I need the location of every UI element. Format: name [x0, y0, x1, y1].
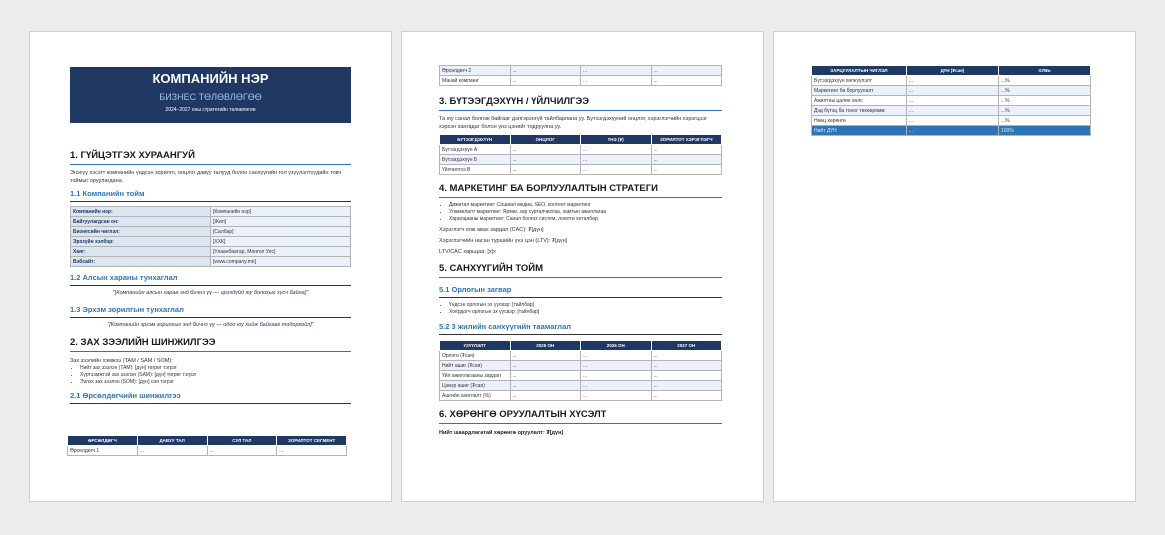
table-row [71, 217, 351, 227]
table-cell: [Компанийн нэр] [211, 207, 351, 217]
table-cell: ... [906, 96, 998, 106]
list-item: • Үндсэн орлогын эх үүсвэр: [тайлбар] [449, 302, 722, 309]
column-header: ЗОРИЛТОТ ХЭРЭГЛЭГЧ [651, 135, 722, 145]
table-cell: Вэбсайт: [71, 257, 211, 267]
table-cell: Үйл ажиллагааны зардал [440, 371, 511, 381]
table-cell: Манай компани [440, 76, 511, 86]
table-row [812, 116, 1091, 126]
table-cell: ... [581, 391, 652, 401]
table-cell: [ХХК] [211, 237, 351, 247]
table-cell: ... [510, 361, 581, 371]
table-row [71, 247, 351, 257]
column-header: ҮНЭ (₮) [581, 135, 652, 145]
table-cell: ... [510, 391, 581, 401]
table-cell: ... [906, 116, 998, 126]
subsection-heading: 5.2 3 жилийн санхүүгийн таамаглал [439, 322, 722, 335]
table-row [440, 381, 722, 391]
table-cell: ... [510, 76, 581, 86]
column-header: ӨРСӨЛДӨГЧ [68, 436, 138, 446]
table-cell: Нөөц хөрөнгө [812, 116, 907, 126]
table-cell: ... [581, 76, 652, 86]
competitor-table [67, 435, 347, 456]
column-header: ҮЗҮҮЛЭЛТ [440, 341, 511, 351]
subsection-heading: 5.1 Орлогын загвар [439, 285, 722, 298]
list-item: • Нийт зах зээлэн (TAM): [дүн] төгрөг тэгрэг [80, 365, 351, 372]
column-header: ЗАРЦУУЛАЛТЫН ЧИГЛЭЛ [812, 66, 907, 76]
ltv-line: Хэрэглэгчийн насан туршийн үнэ цэн (LTV): ₮[дүн] [439, 238, 568, 244]
column-header: ХУВЬ [998, 66, 1090, 76]
table-cell: ... [581, 361, 652, 371]
table-cell: ... [906, 106, 998, 116]
list-item: • Хүртээмжтэй зах зээлэн (SAM): [дүн] төгрөг тэгрэг [80, 372, 351, 379]
table-cell: ... [906, 86, 998, 96]
table-cell: ...% [998, 116, 1090, 126]
document-page-2 [401, 31, 764, 502]
table-cell: ... [510, 155, 581, 165]
table-cell: ...% [998, 106, 1090, 116]
table-cell: Ашгийн ахиглалт (%) [440, 391, 511, 401]
table-cell: ... [207, 446, 277, 456]
table-row [440, 361, 722, 371]
table-cell: ... [510, 381, 581, 391]
table-cell: Маркетинг ба борлуулалт [812, 86, 907, 96]
table-row [440, 66, 722, 76]
list-item: • Уламжлалт маркетинг: Ярмаг, зар сурталчилгаа, хамтын ажиллагаа [449, 209, 722, 216]
section-heading: 4. МАРКЕТИНГ БА БОРЛУУЛАЛТЫН СТРАТЕГИ [439, 183, 722, 198]
table-cell: ... [581, 66, 652, 76]
table-cell: [Салбар] [211, 227, 351, 237]
table-cell: ... [510, 371, 581, 381]
subsection-heading: 1.2 Алсын хараны тунхаглал [70, 273, 351, 286]
table-row [812, 106, 1091, 116]
table-cell: Эрхзүйн хэлбэр: [71, 237, 211, 247]
subsection-heading: 1.1 Компанийн тойм [70, 189, 351, 202]
table-cell: Үйлчилгээ В [440, 165, 511, 175]
column-header: БҮТЭЭГДЭХҮҮН [440, 135, 511, 145]
table-cell: ... [906, 76, 998, 86]
company-name: КОМПАНИЙН НЭР [152, 71, 269, 86]
table-row [71, 237, 351, 247]
subsection-heading: 1.3 Эрхэм зорилгын тунхаглал [70, 305, 351, 318]
table-row [812, 96, 1091, 106]
section-heading: 2. ЗАХ ЗЭЭЛИЙН ШИНЖИЛГЭЭ [70, 337, 351, 352]
table-cell: ... [651, 371, 722, 381]
table-row [440, 76, 722, 86]
list-item: • Дижитал маркетинг: Сошиал медиа, SEO, контент маркетинг [449, 202, 722, 209]
table-cell: ... [581, 145, 652, 155]
document-page-3 [773, 31, 1136, 502]
ratio-line: LTV/CAC харьцаа: [х]x [439, 249, 496, 255]
company-overview-table [70, 206, 351, 267]
table-cell: Бүтээгдэхүүн А [440, 145, 511, 155]
table-cell: Өрсөлдөгч 2 [440, 66, 511, 76]
table-cell: ... [510, 165, 581, 175]
table-cell: [www.company.mn] [211, 257, 351, 267]
table-cell: Цэвэр ашиг (₮сая) [440, 381, 511, 391]
table-cell: Хаяг: [71, 247, 211, 257]
cover-banner [70, 67, 351, 123]
table-cell: Бизнесийн чиглэл: [71, 227, 211, 237]
financial-projection-table [439, 340, 722, 401]
table-cell: Дэд бүтэц ба тоног төхөөрөмж [812, 106, 907, 116]
document-page-1 [29, 31, 392, 502]
table-cell: ... [510, 351, 581, 361]
section-intro: Энэхүү хэсэгт компанийн үндсэн зорилго, онцлог давуу талууд болон санхүүгийн гол үзүүлэлтүүдийн товч тоймыг оруулагдана. [70, 170, 342, 184]
table-row [440, 165, 722, 175]
marketing-list [439, 202, 722, 223]
table-cell: ... [651, 391, 722, 401]
table-cell: ...% [998, 76, 1090, 86]
table-cell: ... [651, 361, 722, 371]
table-cell: ...% [998, 86, 1090, 96]
table-cell: ... [581, 371, 652, 381]
table-cell: ... [581, 155, 652, 165]
list-item: • Эзлэх зах зээлэн (SOM): [дүн] сая тэгрэг [80, 379, 351, 386]
table-row [440, 155, 722, 165]
table-cell: [Улаанбаатар, Монгол Улс] [211, 247, 351, 257]
section-heading: 5. САНХҮҮГИЙН ТОЙМ [439, 263, 722, 278]
column-header: ДАВУУ ТАЛ [137, 436, 207, 446]
table-cell: ... [581, 165, 652, 175]
table-cell: Ажилтны цалин хөлс [812, 96, 907, 106]
column-header: 2025 ОН [510, 341, 581, 351]
table-row [71, 227, 351, 237]
section-heading: 1. ГҮЙЦЭТГЭХ ХУРААНГУЙ [70, 150, 351, 165]
table-cell: ... [651, 66, 722, 76]
table-cell: ... [581, 351, 652, 361]
vision-statement: "[Компанийн алсын хараа энд бичнэ үү — ирээдүйд юу болохыг хүсч байна]" [112, 290, 309, 296]
table-cell: Нийт ашиг (₮сая) [440, 361, 511, 371]
table-cell: Бүтээгдэхүүн Б [440, 155, 511, 165]
table-cell: ... [651, 165, 722, 175]
subsection-heading: 2.1 Өрсөлдөгчийн шинжилгээ [70, 391, 351, 404]
table-cell: Компанийн нэр: [71, 207, 211, 217]
table-row [812, 86, 1091, 96]
table-row [440, 371, 722, 381]
investment-total: Нийт шаардлагатай хөрөнгө оруулалт: ₮[дүн] [439, 430, 564, 436]
table-cell: Нийт ДҮН [812, 126, 907, 136]
column-header: ЗОРИЛТОТ СЕГМЕНТ [277, 436, 347, 446]
table-cell: Бүтээгдэхүүн хөгжүүлэлт [812, 76, 907, 86]
section-heading: 3. БҮТЭЭГДЭХҮҮН / ҮЙЛЧИЛГЭЭ [439, 96, 722, 111]
table-cell: ... [277, 446, 347, 456]
table-row [440, 145, 722, 155]
table-cell: ... [510, 145, 581, 155]
table-cell: ... [651, 76, 722, 86]
column-header: ДҮН (₮сая) [906, 66, 998, 76]
column-header: ОНЦЛОГ [510, 135, 581, 145]
section-intro: Зах зээлийн хэмжээ (TAM / SAM / SOM): [70, 358, 173, 364]
table-row [71, 257, 351, 267]
revenue-list [439, 302, 722, 316]
table-row [68, 446, 347, 456]
competitor-table-continued [439, 65, 722, 86]
table-cell: ... [651, 351, 722, 361]
table-cell: ... [510, 66, 581, 76]
cac-line: Хэрэглэгч олж авах зардал (CAC): ₮[дүн] [439, 227, 544, 233]
table-cell: ... [581, 381, 652, 391]
table-cell: ... [651, 155, 722, 165]
market-size-list [70, 365, 351, 386]
plan-title: БИЗНЕС ТӨЛӨВЛӨГӨӨ [159, 92, 262, 102]
table-row [812, 76, 1091, 86]
table-cell: ...% [998, 96, 1090, 106]
table-row [71, 207, 351, 217]
products-table [439, 134, 722, 175]
total-row [812, 126, 1091, 136]
column-header: СУЛ ТАЛ [207, 436, 277, 446]
table-cell: ... [651, 145, 722, 155]
table-cell: ... [651, 381, 722, 391]
table-cell: ... [137, 446, 207, 456]
table-cell: 100% [998, 126, 1090, 136]
table-cell: [Жил] [211, 217, 351, 227]
table-row [440, 391, 722, 401]
table-cell: Өрсөлдөгч 1 [68, 446, 138, 456]
list-item: • Хоёрдогч орлогын эх үүсвэр: [тайлбар] [449, 309, 722, 316]
table-cell: ... [906, 126, 998, 136]
mission-statement: "[Компанийн эрхэм зорилгыг энд бичнэ үү — одоо юу хийж байгааг тодорхойл]" [107, 322, 314, 328]
column-header: 2027 ОН [651, 341, 722, 351]
table-row [440, 351, 722, 361]
section-heading: 6. ХӨРӨНГӨ ОРУУЛАЛТЫН ХҮСЭЛТ [439, 409, 722, 424]
table-cell: Орлого (₮сая) [440, 351, 511, 361]
column-header: 2026 ОН [581, 341, 652, 351]
investment-allocation-table [811, 65, 1091, 136]
plan-subtitle: 2024–2027 оны стратегийн төлөвлөгөө [165, 107, 256, 113]
table-cell: Байгуулагдсан он: [71, 217, 211, 227]
section-intro: Та юу санал болгож байгааг дэлгэрэнгүй тайлбарлана уу. Бүтээгдэхүүний онцлог, хэрэглэгчийн хэрэгцээг хэрхэн хангадаг болон үнэ цэнийг тодруулна уу. [439, 116, 708, 130]
list-item: • Харилцааны маркетинг: Санал болгох систем, лоялти хөтөлбөр [449, 216, 722, 223]
